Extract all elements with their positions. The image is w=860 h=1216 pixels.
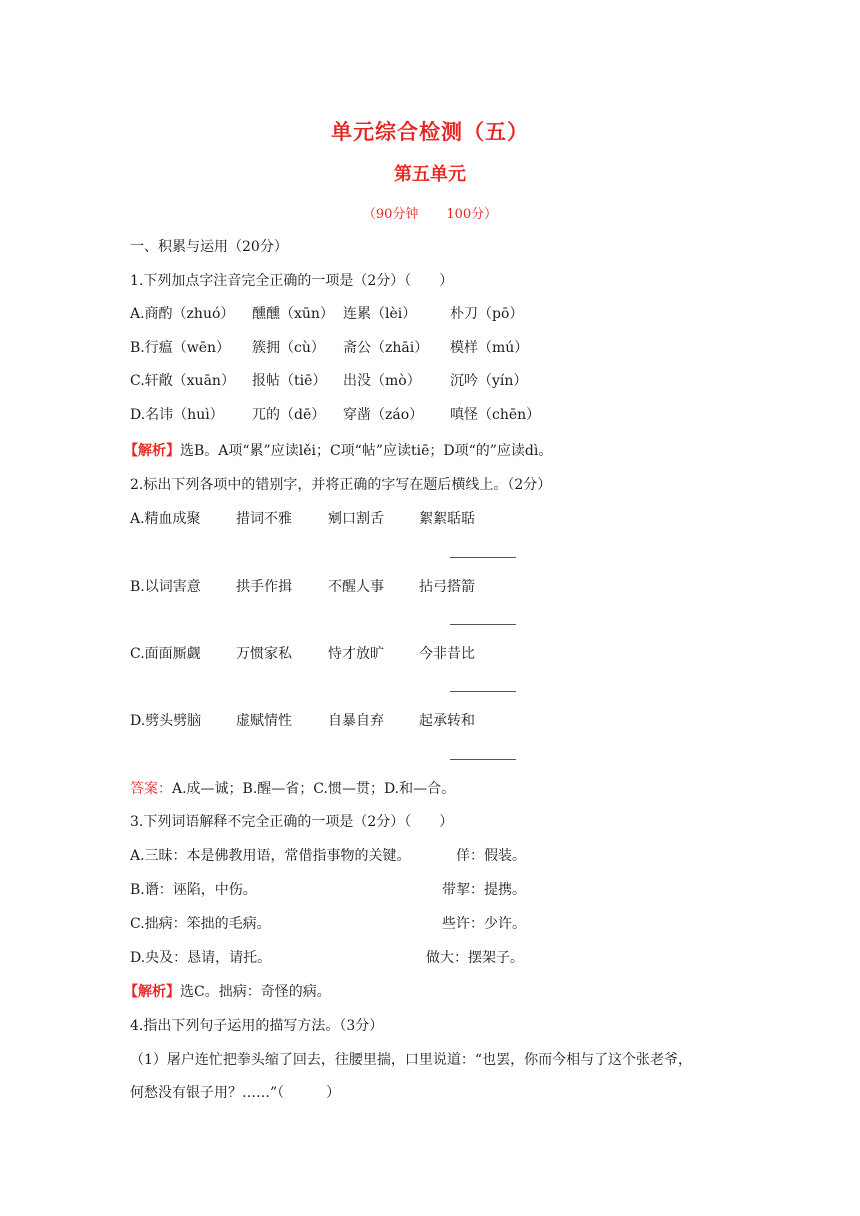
q2-answer: 答案：A.成—诚；B.醒—省；C.惯—贯；D.和—合。	[130, 781, 456, 797]
answer-label: 答案：	[130, 781, 172, 797]
section-heading: 一、积累与运用（20分）	[130, 239, 288, 255]
answer-blank-a[interactable]	[450, 556, 516, 558]
q2-stem: 2.标出下列各项中的错别字，并将正确的字写在题后横线上。（2分）	[130, 477, 552, 493]
time-limit: （90分钟	[362, 207, 419, 222]
q1-analysis: 【解析】选B。A项“累”应读lěi；C项“帖”应读tiē；D项“的”应读dì。	[124, 443, 553, 459]
answer-blank-d[interactable]	[450, 758, 516, 760]
analysis-label: 【解析】	[124, 443, 180, 459]
analysis-label: 【解析】	[124, 984, 180, 1000]
q4-sub1-line2: 何愁没有银子用？……”（ ）	[130, 1085, 341, 1101]
q3-stem: 3.下列词语解释不完全正确的一项是（2分）（ ）	[130, 814, 454, 830]
time-score	[0, 203, 860, 222]
q4-sub1-line1: （1）屠户连忙把拳头缩了回去，往腰里揣，口里说道：“也罢，你而今相与了这个张老爷，	[130, 1052, 693, 1068]
q1-stem: 1.下列加点字注音完全正确的一项是（2分）（ ）	[130, 273, 454, 289]
page-title: 单元综合检测（五）	[331, 119, 529, 144]
q3-analysis: 【解析】选C。拙病：奇怪的病。	[124, 984, 331, 1000]
answer-blank-b[interactable]	[450, 623, 516, 625]
total-score: 100分）	[446, 207, 498, 222]
page-subtitle: 第五单元	[394, 164, 466, 185]
document-page: 单元综合检测（五） 第五单元 （90分钟 100分） 一、积累与运用（20分） 1.下列加点字注音完全正确的一项是（2分）（ ） A.商酌（zhuó） 醺醺（xūn） 连累（lèi） 朴刀（pō） B.行瘟（wēn） 簇拥（cù） 斋公（zhāi） 模样（mú） C.轩敞（xuān） 报帖（tiē） 出没（mò） 沉吟（yín） D.名讳（huì） 兀的（dē） 穿凿（záo） 嗔怪（chēn） 【解析】选B。A项“累”应读lěi；C项“帖”应读tiē；D项“的”应读dì。 2.标出下列各项中的错别字，并将正确的字写在题后横线上。（2分） A.精血成聚 措词不雅 剜口割舌 絮絮聒聒 B.以词害意 拱手作揖 不醒人事 拈弓搭箭 C.面面厮觑 万惯家私 恃才放旷 今非昔比 D.劈头劈脑 虚赋情性 自暴自弃 起承转和 答案：A.成—诚；B.醒—省；C.惯—贯；D.和—合。 3.下列词语解释不完全正确的一项是（2分）（ ） A.三昧：本是佛教用语，常借指事物的关键。 佯：假装。 B.谮：诬陷，中伤。 带挈：提携。 C.拙病：笨拙的毛病。 些许：少许。 D.央及：恳请，请托。 做大：摆架子。 【解析】选C。拙病：奇怪的病。 4.指出下列句子运用的描写方法。（3分） （1）屠户连忙把拳头缩了回去，往腰里揣，口里说道：“也罢，你而今相与了这个张老爷， 何愁没有银子用？……”（ ）	[0, 0, 860, 1216]
q4-stem: 4.指出下列句子运用的描写方法。（3分）	[130, 1018, 384, 1034]
answer-blank-c[interactable]	[450, 690, 516, 692]
